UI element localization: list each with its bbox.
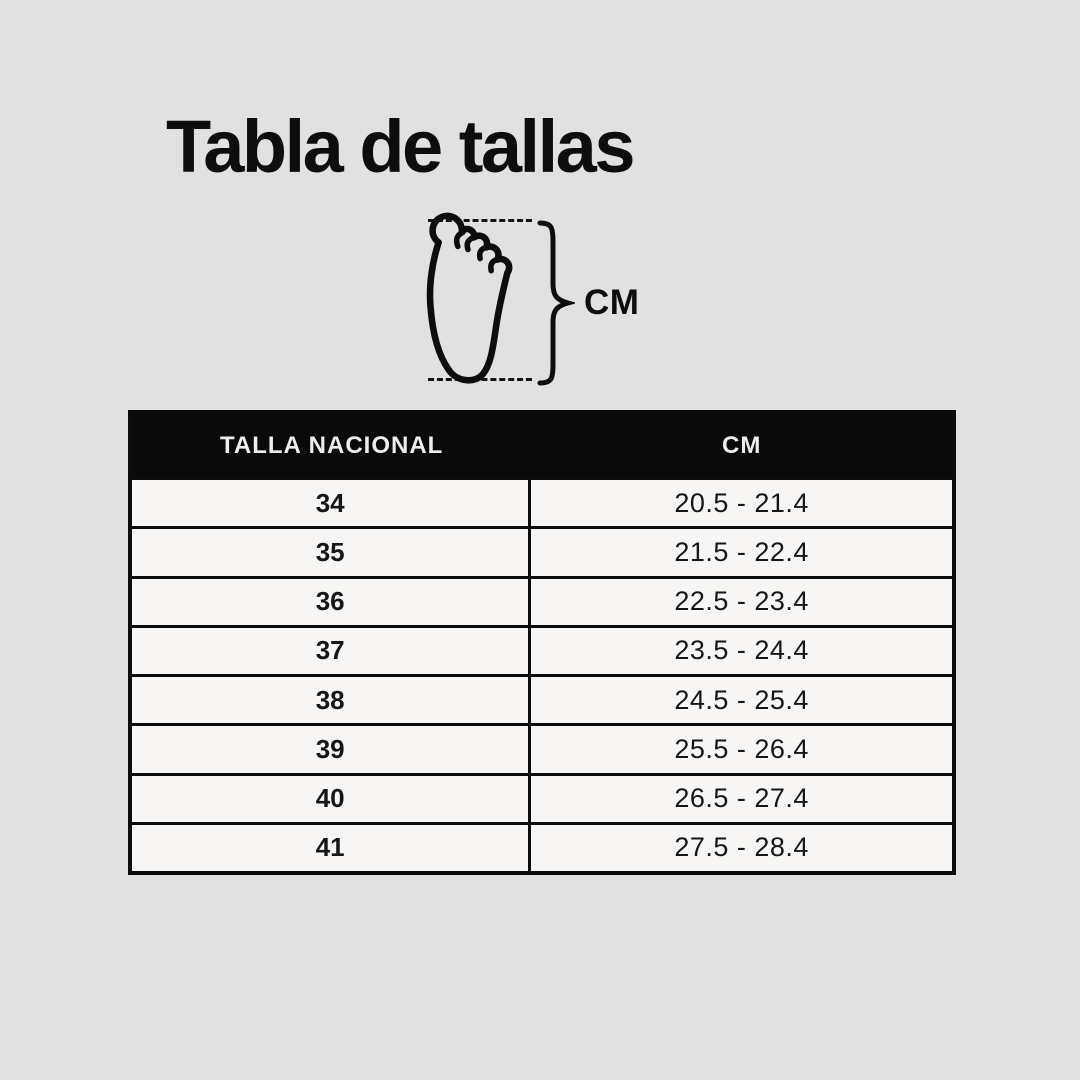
cm-range-cell: 22.5 - 23.4 <box>531 579 952 625</box>
size-cell: 41 <box>132 825 531 871</box>
cm-range-cell: 20.5 - 21.4 <box>531 480 952 526</box>
table-row <box>132 477 952 526</box>
diagram-unit-label: CM <box>584 283 640 322</box>
cm-range-cell: 26.5 - 27.4 <box>531 776 952 822</box>
cm-range-cell: 24.5 - 25.4 <box>531 677 952 723</box>
foot-sole-icon <box>420 206 522 388</box>
table-row <box>132 773 952 822</box>
table-row <box>132 674 952 723</box>
column-header-talla-nacional: TALLA NACIONAL <box>220 431 444 459</box>
cm-range-cell: 25.5 - 26.4 <box>531 726 952 772</box>
curly-brace-icon <box>535 220 575 386</box>
column-header-cm: CM <box>722 431 762 459</box>
table-row <box>132 576 952 625</box>
size-cell: 36 <box>132 579 531 625</box>
size-table-header-row <box>132 414 952 477</box>
size-cell: 39 <box>132 726 531 772</box>
table-row <box>132 723 952 772</box>
page-title: Tabla de tallas <box>166 105 633 188</box>
table-row <box>132 822 952 871</box>
cm-range-cell: 23.5 - 24.4 <box>531 628 952 674</box>
table-row <box>132 526 952 575</box>
size-cell: 37 <box>132 628 531 674</box>
size-table <box>128 410 956 875</box>
size-cell: 35 <box>132 529 531 575</box>
cm-range-cell: 21.5 - 22.4 <box>531 529 952 575</box>
cm-range-cell: 27.5 - 28.4 <box>531 825 952 871</box>
size-cell: 34 <box>132 480 531 526</box>
size-cell: 40 <box>132 776 531 822</box>
table-row <box>132 625 952 674</box>
size-cell: 38 <box>132 677 531 723</box>
